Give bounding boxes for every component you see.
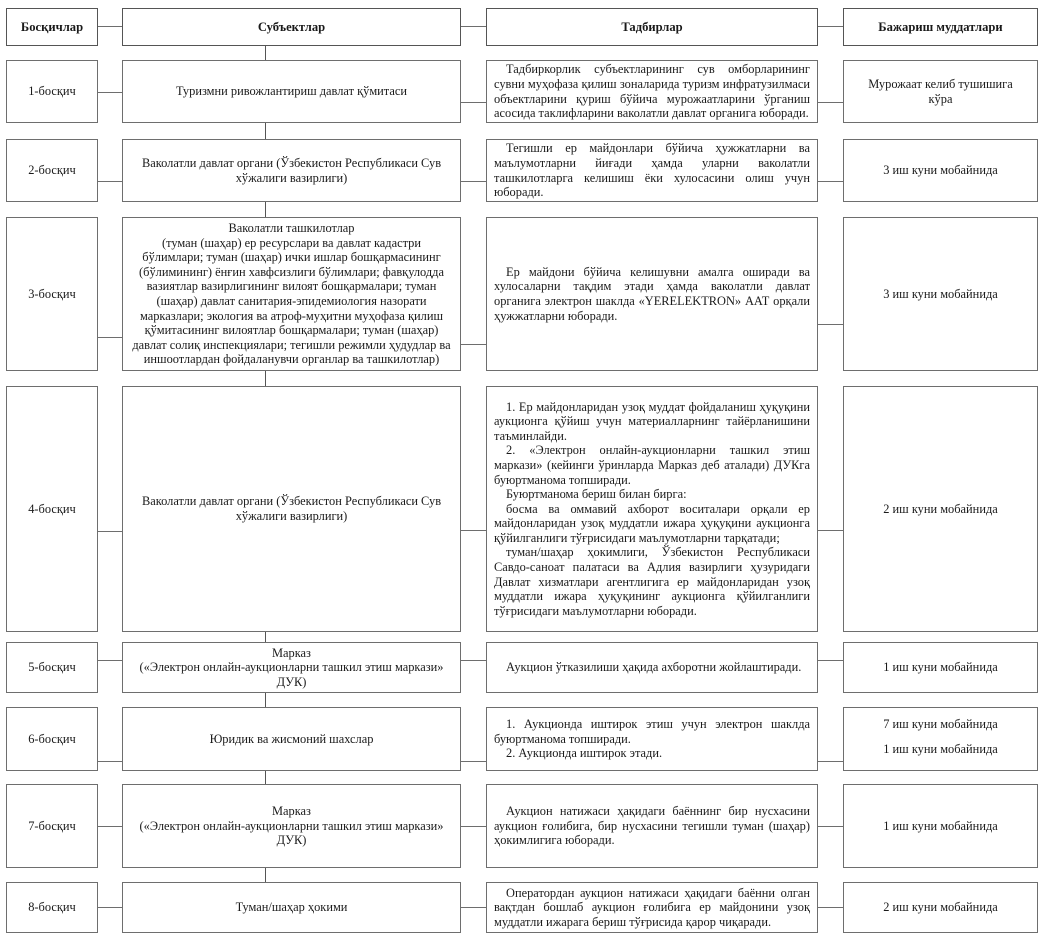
row6-connector-b: [461, 761, 486, 762]
header-deadlines-label: Бажариш муддатлари: [878, 19, 1003, 34]
row1-connector-a: [98, 92, 122, 93]
measure-box-4: [486, 386, 818, 632]
row2-connector-b: [461, 181, 486, 182]
measure-item-2: 2. Аукционда иштирок этади.: [506, 746, 663, 761]
deadline-text: 3 иш куни мобайнида: [883, 286, 998, 301]
header-stages-label: Босқичлар: [20, 19, 84, 34]
header-stages: [6, 8, 98, 46]
measure-box-7: [486, 784, 818, 868]
subject-box-8: [122, 882, 461, 933]
header-measures: [486, 8, 818, 46]
subject-box-5: [122, 642, 461, 693]
measure-box-3: [486, 217, 818, 371]
row7-connector-b: [461, 826, 486, 827]
stage-box-1: [6, 60, 98, 123]
measure-text: Тадбиркорлик субъектларининг сув омборларининг сувни муҳофаза қилиш зоналарида туризм инфратузилмаси объектларини қуриш бўйича мурожаатларини ўрганиш асосида таклифларини ваколатли давлат органига юборади.: [494, 62, 810, 121]
header-deadlines: [843, 8, 1038, 46]
deadline-box-7: [843, 784, 1038, 868]
stage-box-8: [6, 882, 98, 933]
stage-label: 8-босқич: [28, 900, 76, 915]
measure-item-5: туман/шаҳар ҳокимлиги, Ўзбекистон Республикаси Савдо-саноат палатаси ва Адлия вазирлиги ҳузуридаги Давлат хизматлари агентлигига ер майдонларидан узоқ муддатли ижара ҳуқуқининг аукционга қўйилганлиги тўғрисидаги маълумотларни юборади.: [494, 545, 810, 618]
measure-item-3: Буюртманома бериш билан бирга:: [506, 487, 687, 502]
row1-connector-b: [461, 102, 486, 103]
stage-label: 5-босқич: [28, 660, 76, 675]
header-connector-3: [818, 26, 843, 27]
row6-connector-a: [98, 761, 122, 762]
subject-title: Марказ: [272, 804, 311, 819]
stage-box-3: [6, 217, 98, 371]
deadline-text: 2 иш куни мобайнида: [883, 501, 998, 516]
measure-text: Оператордан аукцион натижаси ҳақидаги баённи олган вақтдан бошлаб аукцион ғолибига ер майдонини узоқ муддатли ижарага бериш тўғрисида қарор чиқаради.: [494, 885, 810, 929]
row5-connector-c: [818, 660, 843, 661]
deadline-box-4: [843, 386, 1038, 632]
subject-box-4: [122, 386, 461, 632]
row3-connector-c: [818, 324, 843, 325]
deadline-text: 1 иш куни мобайнида: [883, 660, 998, 675]
deadline-box-8: [843, 882, 1038, 933]
deadline-text: Мурожаат келиб тушишига кўра: [868, 76, 1013, 106]
row5-connector-a: [98, 660, 122, 661]
header-measures-label: Тадбирлар: [621, 19, 683, 34]
measure-item-1: 1. Аукционда иштирок этиш учун электрон шаклда буюртманома топширади.: [494, 717, 810, 746]
deadline-box-2: [843, 139, 1038, 202]
header-subjects-label: Субъектлар: [257, 19, 326, 34]
measure-text: Ер майдони бўйича келишувни амалга оширади ва хулосаларни тақдим этади ҳамда ваколатли давлат органига электрон шаклда «YERELEKTRON» ААТ орқали ҳужжатларни юборади.: [494, 264, 810, 323]
row7-connector-c: [818, 826, 843, 827]
row3-connector-b: [461, 344, 486, 345]
stage-label: 3-босқич: [28, 286, 76, 301]
subject-text: («Электрон онлайн-аукционларни ташкил этиш маркази» ДУК): [139, 818, 444, 848]
measure-text: Тегишли ер майдонлари бўйича ҳужжатларни ва маълумотларни йиғади ҳамда уларни ваколатли ташкилотларга келишиш ёки хулосасини олиш учун юборади.: [494, 141, 810, 200]
subject-box-2: [122, 139, 461, 202]
deadline-box-1: [843, 60, 1038, 123]
row4-connector-c: [818, 530, 843, 531]
stage-box-7: [6, 784, 98, 868]
subject-box-1: [122, 60, 461, 123]
deadline-text-2: 1 иш куни мобайнида: [883, 742, 998, 757]
deadline-box-6: [843, 707, 1038, 771]
subject-text: Юридик ва жисмоний шахслар: [209, 731, 374, 746]
row3-connector-a: [98, 337, 122, 338]
row4-connector-b: [461, 530, 486, 531]
stage-box-2: [6, 139, 98, 202]
stage-box-6: [6, 707, 98, 771]
row2-connector-c: [818, 181, 843, 182]
row8-connector-a: [98, 907, 122, 908]
subject-title: Марказ: [272, 645, 311, 660]
header-connector-1: [98, 26, 122, 27]
measure-text: Аукцион натижаси ҳақидаги баённинг бир нусхасини аукцион ғолибига, бир нусхасини тегишли туман (шаҳар) ҳокимлигига юборади.: [494, 804, 810, 848]
stage-box-5: [6, 642, 98, 693]
subject-text: («Электрон онлайн-аукционларни ташкил этиш маркази» ДУК): [139, 660, 444, 689]
subject-text: Ваколатли давлат органи (Ўзбекистон Республикаси Сув хўжалиги вазирлиги): [141, 155, 442, 185]
row2-connector-a: [98, 181, 122, 182]
deadline-text-1: 7 иш куни мобайнида: [883, 717, 998, 732]
deadline-box-3: [843, 217, 1038, 371]
deadline-text: 2 иш куни мобайнида: [883, 900, 998, 915]
subject-text: Туризмни ривожлантириш давлат қўмитаси: [175, 84, 407, 99]
measure-box-5: [486, 642, 818, 693]
subject-box-7: [122, 784, 461, 868]
measure-box-2: [486, 139, 818, 202]
row8-connector-b: [461, 907, 486, 908]
measure-item-1: 1. Ер майдонларидан узоқ муддат фойдаланиш ҳуқуқини аукционга қўйиш учун материалларнинг тайёрланишини таъминлайди.: [494, 399, 810, 443]
header-subjects: [122, 8, 461, 46]
header-connector-2: [461, 26, 486, 27]
measure-box-8: [486, 882, 818, 933]
deadline-box-5: [843, 642, 1038, 693]
subject-title: Ваколатли ташкилотлар: [228, 221, 355, 236]
subject-box-6: [122, 707, 461, 771]
subject-text: Туман/шаҳар ҳокими: [235, 900, 348, 915]
row7-connector-a: [98, 826, 122, 827]
stage-label: 6-босқич: [28, 731, 76, 746]
row1-connector-c: [818, 102, 843, 103]
row6-connector-c: [818, 761, 843, 762]
subject-box-3: [122, 217, 461, 371]
deadline-text: 1 иш куни мобайнида: [883, 818, 998, 833]
row5-connector-b: [461, 660, 486, 661]
subject-text: (туман (шаҳар) ер ресурслари ва давлат кадастри бўлимлари; туман (шаҳар) ички ишлар бошқармасининг (бўлимининг) ёнғин хавфсизлиги бўлимлари; фавқулодда вазиятлар вазирлигининг вилоят бошқармалари; туман (шаҳар) давлат санитария-эпидемиология назорати марказлари; экология ва атроф-муҳитни муҳофаза қилиш қўмитасининг вилоятлар бошқармалари; туман (шаҳар) давлат солиқ инспекциялари; тегишли режимли ҳудудлар ва иншоотлардан фойдаланувчи органлар ва ташкилотлар): [132, 235, 451, 367]
row8-connector-c: [818, 907, 843, 908]
measure-item-2: 2. «Электрон онлайн-аукционларни ташкил этиш маркази» (кейинги ўринларда Марказ деб аталади) ДУКга буюртманома топширади.: [494, 443, 810, 487]
measure-box-1: [486, 60, 818, 123]
deadline-text: 3 иш куни мобайнида: [883, 163, 998, 178]
subject-text: Ваколатли давлат органи (Ўзбекистон Республикаси Сув хўжалиги вазирлиги): [141, 494, 442, 523]
measure-box-6: [486, 707, 818, 771]
stage-label: 4-босқич: [28, 501, 76, 516]
stage-label: 1-босқич: [28, 84, 76, 99]
measure-text: Аукцион ўтказилиши ҳақида ахборотни жойлаштиради.: [506, 660, 802, 675]
stage-label: 2-босқич: [28, 163, 76, 178]
row4-connector-a: [98, 531, 122, 532]
stage-label: 7-босқич: [28, 819, 76, 833]
stage-box-4: [6, 386, 98, 632]
measure-item-4: босма ва оммавий ахборот воситалари орқали ер майдонларидан узоқ муддатли ижара ҳуқуқини аукционга қўйилганлиги тўғрисидаги маълумотларни тарқатади;: [494, 501, 810, 545]
